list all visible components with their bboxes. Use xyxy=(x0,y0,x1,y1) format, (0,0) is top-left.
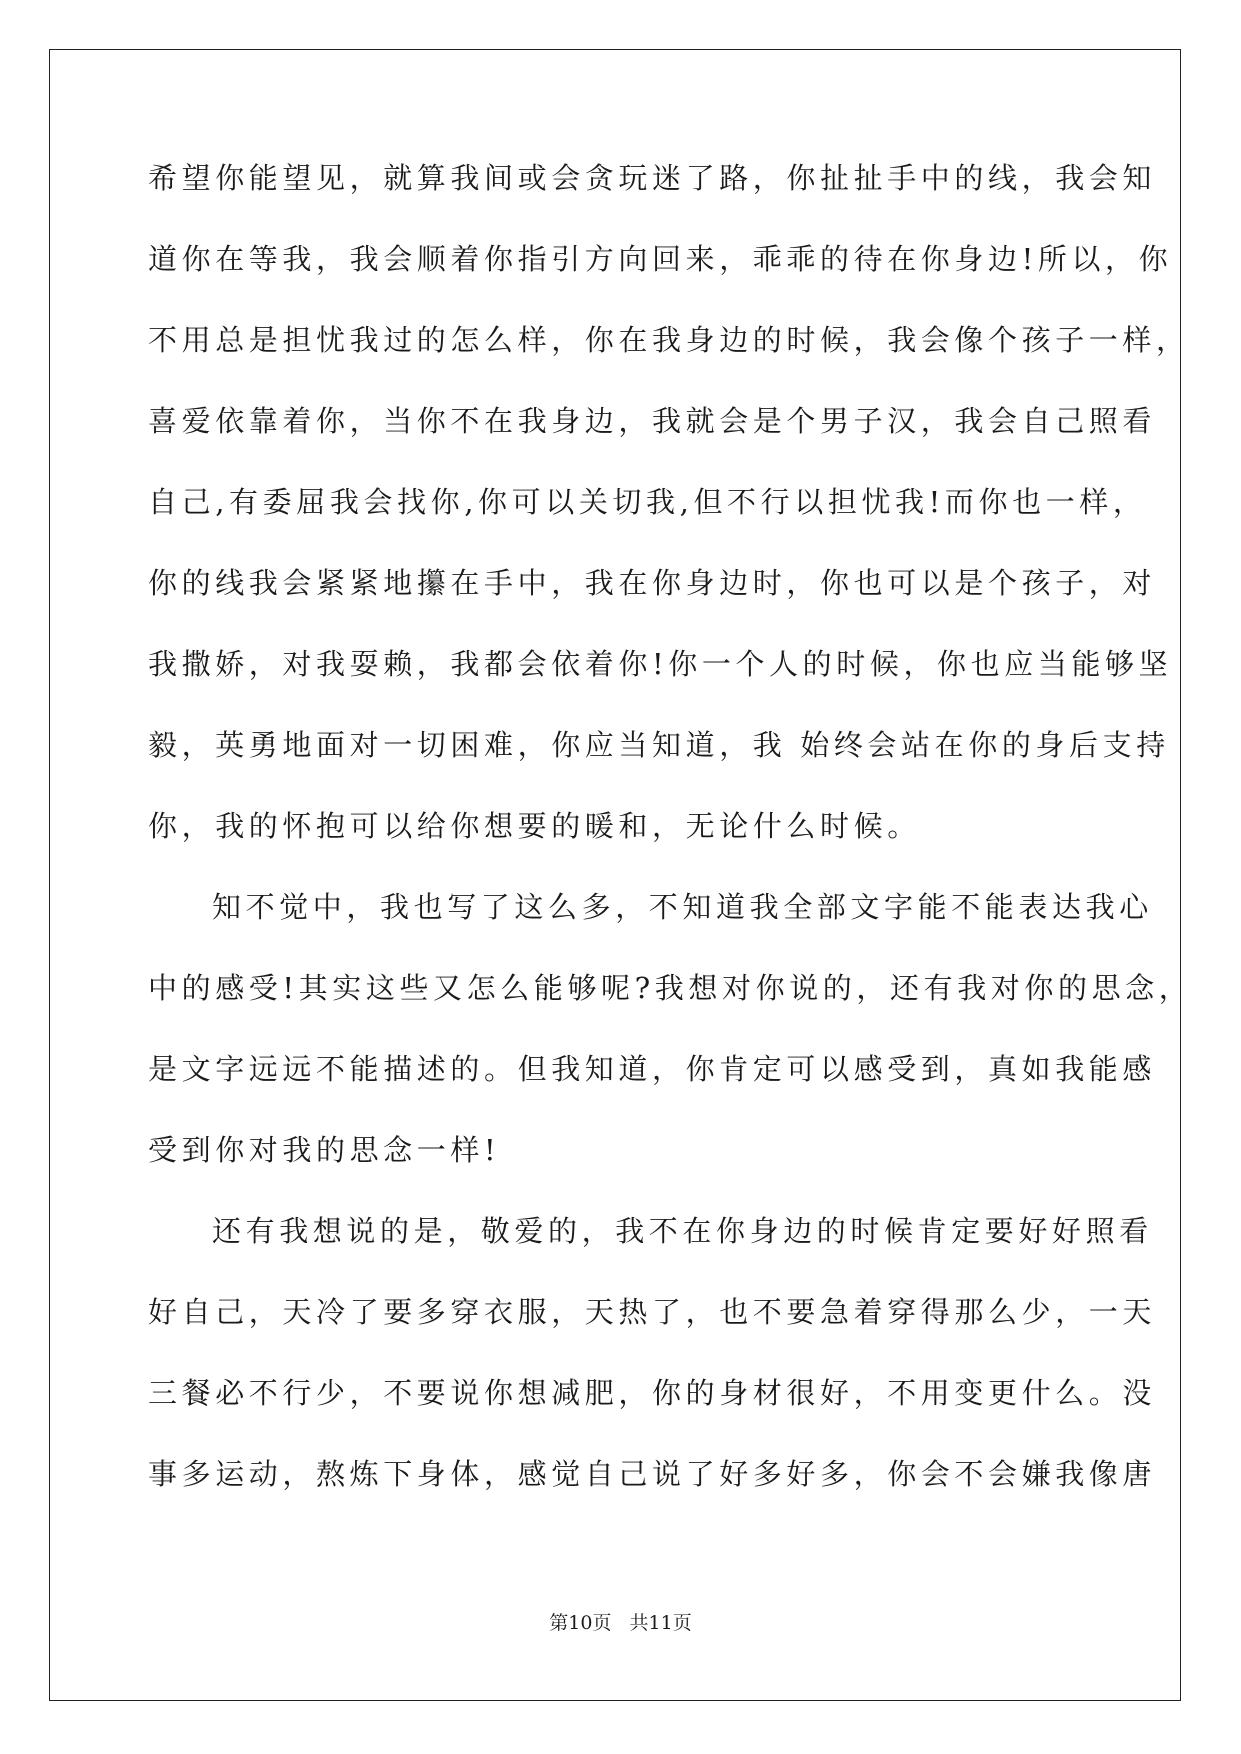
page-number-current: 第10页 xyxy=(549,1612,612,1634)
text-line: 喜爱依靠着你，当你不在我身边，我就会是个男子汉，我会自己照看 xyxy=(148,404,1157,438)
text-line: 希望你能望见，就算我间或会贪玩迷了路，你扯扯手中的线，我会知 xyxy=(148,161,1157,195)
text-line: 你的线我会紧紧地攥在手中，我在你身边时，你也可以是个孩子，对 xyxy=(148,566,1157,600)
paragraph-start-line: 还有我想说的是，敬爱的，我不在你身边的时候肯定要好好照看 xyxy=(212,1214,1153,1248)
text-line: 你，我的怀抱可以给你想要的暖和，无论什么时候。 xyxy=(148,809,921,843)
text-line: 事多运动，熬炼下身体，感觉自己说了好多好多，你会不会嫌我像唐 xyxy=(148,1457,1157,1491)
text-line: 受到你对我的思念一样! xyxy=(148,1133,501,1167)
page-number-total: 共11页 xyxy=(629,1612,692,1634)
page-footer xyxy=(0,1608,1241,1635)
text-line: 是文字远远不能描述的。但我知道，你肯定可以感受到，真如我能感 xyxy=(148,1052,1157,1086)
text-line: 自己,有委屈我会找你,你可以关切我,但不行以担忧我!而你也一样， xyxy=(148,485,1147,519)
text-line: 毅，英勇地面对一切困难，你应当知道，我 始终会站在你的身后支持 xyxy=(148,728,1170,762)
text-line: 道你在等我，我会顺着你指引方向回来，乖乖的待在你身边!所以，你 xyxy=(148,242,1173,276)
text-line: 好自己，天冷了要多穿衣服，天热了，也不要急着穿得那么少，一天 xyxy=(148,1295,1157,1329)
text-line: 不用总是担忧我过的怎么样，你在我身边的时候，我会像个孩子一样， xyxy=(148,323,1190,357)
text-line: 我撒娇，对我耍赖，我都会依着你!你一个人的时候，你也应当能够坚 xyxy=(148,647,1173,681)
text-line: 中的感受!其实这些又怎么能够呢?我想对你说的，还有我对你的思念， xyxy=(148,971,1193,1005)
text-line: 三餐必不行少，不要说你想减肥，你的身材很好，不用变更什么。没 xyxy=(148,1376,1157,1410)
paragraph-start-line: 知不觉中，我也写了这么多，不知道我全部文字能不能表达我心 xyxy=(212,890,1153,924)
document-body xyxy=(148,158,1193,1535)
